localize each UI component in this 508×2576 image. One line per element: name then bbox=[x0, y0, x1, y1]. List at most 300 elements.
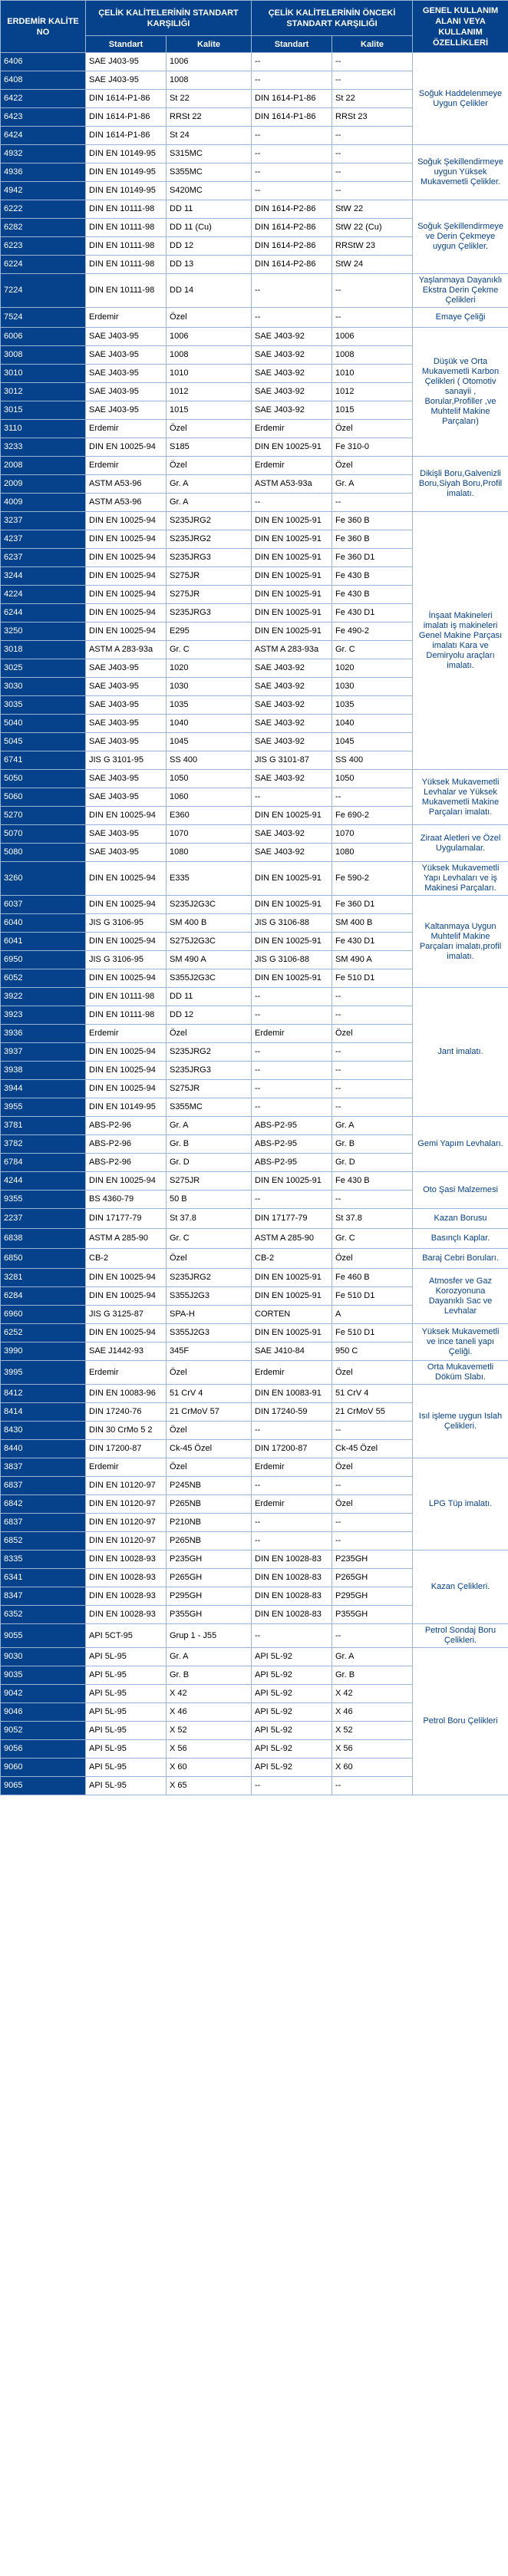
quality-cell: 345F bbox=[167, 1342, 252, 1361]
erdemir-code-cell: 4936 bbox=[1, 163, 86, 182]
erdemir-code-cell: 5070 bbox=[1, 825, 86, 844]
previous-standard-cell: JIS G 3106-88 bbox=[252, 951, 332, 969]
erdemir-code-cell: 6244 bbox=[1, 604, 86, 623]
usage-cell: Kazan Borusu bbox=[413, 1209, 508, 1229]
quality-cell: P235GH bbox=[167, 1551, 252, 1569]
previous-standard-cell: -- bbox=[252, 1777, 332, 1795]
erdemir-code-cell: 3244 bbox=[1, 567, 86, 586]
table-row bbox=[1, 988, 508, 1006]
previous-standard-cell: -- bbox=[252, 1043, 332, 1062]
quality-cell: DD 14 bbox=[167, 274, 252, 308]
erdemir-code-cell: 9035 bbox=[1, 1666, 86, 1685]
previous-standard-cell: DIN EN 10028-83 bbox=[252, 1606, 332, 1624]
usage-cell: Kaltanmaya Uygun Muhtelif Makine Parçaları imalatı,profil imalatı. bbox=[413, 896, 508, 988]
erdemir-code-cell: 6842 bbox=[1, 1495, 86, 1514]
previous-standard-cell: API 5L-92 bbox=[252, 1759, 332, 1777]
usage-cell: Dikişli Boru,Galvenizli Boru,Siyah Boru,Profil imalatı. bbox=[413, 457, 508, 512]
previous-quality-cell: Gr. D bbox=[332, 1154, 413, 1172]
standard-cell: DIN EN 10028-93 bbox=[86, 1606, 167, 1624]
previous-standard-cell: SAE J403-92 bbox=[252, 844, 332, 862]
usage-cell: Soğuk Haddelenmeye Uygun Çelikler bbox=[413, 53, 508, 145]
quality-cell: Özel bbox=[167, 1422, 252, 1440]
standard-cell: DIN EN 10028-93 bbox=[86, 1587, 167, 1606]
previous-standard-cell: SAE J403-92 bbox=[252, 328, 332, 346]
standard-cell: API 5L-95 bbox=[86, 1777, 167, 1795]
standard-cell: Erdemir bbox=[86, 308, 167, 328]
erdemir-code-cell: 5040 bbox=[1, 715, 86, 733]
previous-quality-cell: Fe 510 D1 bbox=[332, 969, 413, 988]
previous-quality-cell: Gr. B bbox=[332, 1135, 413, 1154]
quality-cell: Özel bbox=[167, 1361, 252, 1385]
previous-standard-cell: -- bbox=[252, 1191, 332, 1209]
table-row bbox=[1, 457, 508, 475]
erdemir-code-cell: 3782 bbox=[1, 1135, 86, 1154]
quality-cell: Gr. C bbox=[167, 641, 252, 659]
standard-cell: DIN EN 10111-98 bbox=[86, 274, 167, 308]
table-row bbox=[1, 1458, 508, 1477]
standard-cell: API 5L-95 bbox=[86, 1648, 167, 1666]
erdemir-code-cell: 3035 bbox=[1, 696, 86, 715]
previous-standard-cell: DIN 1614-P2-86 bbox=[252, 237, 332, 256]
previous-quality-cell: SM 490 A bbox=[332, 951, 413, 969]
header-erdemir-quality-no: ERDEMİR KALİTE NO bbox=[1, 1, 86, 53]
quality-cell: S420MC bbox=[167, 182, 252, 200]
erdemir-code-cell: 3990 bbox=[1, 1342, 86, 1361]
erdemir-code-cell: 8440 bbox=[1, 1440, 86, 1458]
previous-standard-cell: DIN EN 10025-91 bbox=[252, 530, 332, 549]
previous-quality-cell: Fe 360 B bbox=[332, 512, 413, 530]
previous-quality-cell: Gr. A bbox=[332, 1117, 413, 1135]
usage-cell: Basınçlı Kaplar. bbox=[413, 1229, 508, 1249]
erdemir-code-cell: 5060 bbox=[1, 788, 86, 807]
subheader-current-quality: Kalite bbox=[167, 36, 252, 53]
table-row bbox=[1, 53, 508, 71]
standard-cell: SAE J403-95 bbox=[86, 770, 167, 788]
quality-cell: 1012 bbox=[167, 383, 252, 401]
standard-cell: JIS G 3106-95 bbox=[86, 914, 167, 933]
table-row bbox=[1, 1172, 508, 1191]
erdemir-code-cell: 6282 bbox=[1, 219, 86, 237]
quality-cell: S355J2G3C bbox=[167, 969, 252, 988]
standard-cell: DIN EN 10025-94 bbox=[86, 438, 167, 457]
erdemir-code-cell: 4237 bbox=[1, 530, 86, 549]
erdemir-code-cell: 5045 bbox=[1, 733, 86, 751]
standard-cell: SAE J403-95 bbox=[86, 788, 167, 807]
quality-cell: S315MC bbox=[167, 145, 252, 163]
previous-standard-cell: SAE J403-92 bbox=[252, 696, 332, 715]
previous-standard-cell: DIN 17200-87 bbox=[252, 1440, 332, 1458]
erdemir-code-cell: 3922 bbox=[1, 988, 86, 1006]
usage-cell: Isıl işleme uygun Islah Çelikleri. bbox=[413, 1385, 508, 1458]
previous-standard-cell: DIN 1614-P2-86 bbox=[252, 256, 332, 274]
previous-standard-cell: DIN EN 10025-91 bbox=[252, 586, 332, 604]
previous-quality-cell: St 22 bbox=[332, 90, 413, 108]
standard-cell: DIN EN 10025-94 bbox=[86, 623, 167, 641]
previous-standard-cell: API 5L-92 bbox=[252, 1740, 332, 1759]
quality-cell: Gr. C bbox=[167, 1229, 252, 1249]
quality-cell: S275JR bbox=[167, 586, 252, 604]
previous-quality-cell: -- bbox=[332, 1477, 413, 1495]
standard-cell: API 5L-95 bbox=[86, 1685, 167, 1703]
previous-standard-cell: Erdemir bbox=[252, 457, 332, 475]
table-row bbox=[1, 328, 508, 346]
table-row bbox=[1, 1117, 508, 1135]
quality-cell: S235JRG2 bbox=[167, 512, 252, 530]
previous-standard-cell: SAE J403-92 bbox=[252, 401, 332, 420]
erdemir-code-cell: 4009 bbox=[1, 494, 86, 512]
previous-quality-cell: -- bbox=[332, 1043, 413, 1062]
previous-quality-cell: -- bbox=[332, 1422, 413, 1440]
previous-quality-cell: Özel bbox=[332, 1458, 413, 1477]
erdemir-code-cell: 3008 bbox=[1, 346, 86, 365]
quality-cell: 1015 bbox=[167, 401, 252, 420]
usage-cell: Orta Mukavemetli Döküm Slabı. bbox=[413, 1361, 508, 1385]
standard-cell: Erdemir bbox=[86, 1025, 167, 1043]
erdemir-code-cell: 4244 bbox=[1, 1172, 86, 1191]
quality-cell: P265NB bbox=[167, 1495, 252, 1514]
table-row bbox=[1, 1551, 508, 1569]
standard-cell: DIN EN 10025-94 bbox=[86, 567, 167, 586]
usage-cell: Baraj Cebri Boruları. bbox=[413, 1249, 508, 1269]
standard-cell: SAE J403-95 bbox=[86, 53, 167, 71]
previous-quality-cell: -- bbox=[332, 163, 413, 182]
erdemir-code-cell: 6341 bbox=[1, 1569, 86, 1587]
previous-standard-cell: DIN EN 10025-91 bbox=[252, 862, 332, 896]
previous-standard-cell: ASTM A53-93a bbox=[252, 475, 332, 494]
standard-cell: DIN 17200-87 bbox=[86, 1440, 167, 1458]
erdemir-code-cell: 3281 bbox=[1, 1269, 86, 1287]
previous-standard-cell: DIN EN 10025-91 bbox=[252, 438, 332, 457]
previous-quality-cell: 950 C bbox=[332, 1342, 413, 1361]
erdemir-code-cell: 9042 bbox=[1, 1685, 86, 1703]
quality-cell: X 52 bbox=[167, 1722, 252, 1740]
erdemir-code-cell: 6423 bbox=[1, 108, 86, 127]
previous-standard-cell: Erdemir bbox=[252, 1458, 332, 1477]
quality-cell: Gr. A bbox=[167, 1648, 252, 1666]
quality-cell: X 65 bbox=[167, 1777, 252, 1795]
previous-standard-cell: DIN EN 10025-91 bbox=[252, 567, 332, 586]
erdemir-code-cell: 3012 bbox=[1, 383, 86, 401]
table-row bbox=[1, 1648, 508, 1666]
previous-quality-cell: Fe 360 D1 bbox=[332, 549, 413, 567]
table-row bbox=[1, 1624, 508, 1648]
erdemir-code-cell: 6052 bbox=[1, 969, 86, 988]
usage-cell: Petrol Boru Çelikleri bbox=[413, 1648, 508, 1795]
previous-quality-cell: Gr. C bbox=[332, 1229, 413, 1249]
standard-cell: ASTM A 285-90 bbox=[86, 1229, 167, 1249]
previous-standard-cell: -- bbox=[252, 145, 332, 163]
previous-quality-cell: Özel bbox=[332, 420, 413, 438]
quality-cell: 1010 bbox=[167, 365, 252, 383]
previous-quality-cell: 1045 bbox=[332, 733, 413, 751]
standard-cell: ABS-P2-96 bbox=[86, 1117, 167, 1135]
previous-standard-cell: SAE J410-84 bbox=[252, 1342, 332, 1361]
erdemir-code-cell: 9046 bbox=[1, 1703, 86, 1722]
previous-quality-cell: 1030 bbox=[332, 678, 413, 696]
previous-quality-cell: X 46 bbox=[332, 1703, 413, 1722]
erdemir-code-cell: 6960 bbox=[1, 1306, 86, 1324]
standard-cell: DIN EN 10149-95 bbox=[86, 163, 167, 182]
erdemir-code-cell: 6222 bbox=[1, 200, 86, 219]
quality-cell: Ck-45 Özel bbox=[167, 1440, 252, 1458]
previous-standard-cell: Erdemir bbox=[252, 1361, 332, 1385]
quality-cell: 1008 bbox=[167, 71, 252, 90]
usage-cell: Emaye Çeliği bbox=[413, 308, 508, 328]
erdemir-code-cell: 6040 bbox=[1, 914, 86, 933]
previous-standard-cell: CB-2 bbox=[252, 1249, 332, 1269]
standard-cell: DIN 17240-76 bbox=[86, 1403, 167, 1422]
previous-standard-cell: DIN EN 10025-91 bbox=[252, 1172, 332, 1191]
previous-quality-cell: Fe 430 B bbox=[332, 586, 413, 604]
table-row bbox=[1, 1385, 508, 1403]
quality-cell: X 42 bbox=[167, 1685, 252, 1703]
standard-cell: DIN EN 10028-93 bbox=[86, 1569, 167, 1587]
erdemir-code-cell: 6237 bbox=[1, 549, 86, 567]
erdemir-code-cell: 3923 bbox=[1, 1006, 86, 1025]
previous-standard-cell: DIN EN 10028-83 bbox=[252, 1551, 332, 1569]
quality-cell: Gr. A bbox=[167, 494, 252, 512]
quality-cell: S235J2G3C bbox=[167, 896, 252, 914]
standard-cell: SAE J403-95 bbox=[86, 844, 167, 862]
previous-standard-cell: API 5L-92 bbox=[252, 1703, 332, 1722]
quality-cell: E295 bbox=[167, 623, 252, 641]
previous-quality-cell: 1015 bbox=[332, 401, 413, 420]
quality-cell: DD 12 bbox=[167, 1006, 252, 1025]
table-row bbox=[1, 862, 508, 896]
erdemir-code-cell: 6837 bbox=[1, 1477, 86, 1495]
erdemir-code-cell: 9355 bbox=[1, 1191, 86, 1209]
quality-cell: SS 400 bbox=[167, 751, 252, 770]
erdemir-code-cell: 7524 bbox=[1, 308, 86, 328]
previous-standard-cell: DIN EN 10083-91 bbox=[252, 1385, 332, 1403]
standard-cell: ASTM A 283-93a bbox=[86, 641, 167, 659]
previous-standard-cell: DIN 1614-P2-86 bbox=[252, 200, 332, 219]
previous-standard-cell: ASTM A 283-93a bbox=[252, 641, 332, 659]
previous-quality-cell: -- bbox=[332, 53, 413, 71]
previous-standard-cell: -- bbox=[252, 1006, 332, 1025]
erdemir-code-cell: 9065 bbox=[1, 1777, 86, 1795]
previous-standard-cell: DIN 17177-79 bbox=[252, 1209, 332, 1229]
quality-cell: S355MC bbox=[167, 163, 252, 182]
standard-cell: DIN EN 10111-98 bbox=[86, 256, 167, 274]
erdemir-code-cell: 4224 bbox=[1, 586, 86, 604]
standard-cell: SAE J403-95 bbox=[86, 696, 167, 715]
previous-quality-cell: -- bbox=[332, 1080, 413, 1098]
table-row bbox=[1, 896, 508, 914]
quality-cell: S235JRG3 bbox=[167, 604, 252, 623]
quality-cell: Özel bbox=[167, 1249, 252, 1269]
standard-cell: API 5L-95 bbox=[86, 1722, 167, 1740]
previous-quality-cell: -- bbox=[332, 1191, 413, 1209]
standard-cell: DIN EN 10111-98 bbox=[86, 988, 167, 1006]
previous-quality-cell: 1006 bbox=[332, 328, 413, 346]
quality-cell: 1050 bbox=[167, 770, 252, 788]
standard-cell: DIN EN 10083-96 bbox=[86, 1385, 167, 1403]
quality-cell: Gr. B bbox=[167, 1135, 252, 1154]
table-row bbox=[1, 825, 508, 844]
previous-standard-cell: -- bbox=[252, 788, 332, 807]
erdemir-code-cell: 3110 bbox=[1, 420, 86, 438]
quality-cell: P265NB bbox=[167, 1532, 252, 1551]
previous-standard-cell: ABS-P2-95 bbox=[252, 1154, 332, 1172]
usage-cell: Jant imalatı. bbox=[413, 988, 508, 1117]
standard-cell: DIN EN 10025-94 bbox=[86, 969, 167, 988]
previous-standard-cell: SAE J403-92 bbox=[252, 383, 332, 401]
quality-cell: DD 13 bbox=[167, 256, 252, 274]
previous-standard-cell: JIS G 3101-87 bbox=[252, 751, 332, 770]
standard-cell: DIN 1614-P1-86 bbox=[86, 90, 167, 108]
usage-cell: Yaşlanmaya Dayanıklı Ekstra Derin Çekme Çelikleri bbox=[413, 274, 508, 308]
erdemir-code-cell: 9030 bbox=[1, 1648, 86, 1666]
standard-cell: DIN EN 10120-97 bbox=[86, 1514, 167, 1532]
quality-cell: DD 11 bbox=[167, 988, 252, 1006]
quality-cell: S355J2G3 bbox=[167, 1287, 252, 1306]
usage-cell: Atmosfer ve Gaz Korozyonuna Dayanıklı Sac ve Levhalar bbox=[413, 1269, 508, 1324]
standard-cell: Erdemir bbox=[86, 1361, 167, 1385]
standard-cell: CB-2 bbox=[86, 1249, 167, 1269]
usage-cell: Ziraat Aletleri ve Özel Uygulamalar. bbox=[413, 825, 508, 862]
previous-quality-cell: Fe 460 B bbox=[332, 1269, 413, 1287]
previous-quality-cell: P265GH bbox=[332, 1569, 413, 1587]
table-row bbox=[1, 308, 508, 328]
previous-standard-cell: -- bbox=[252, 308, 332, 328]
quality-cell: Özel bbox=[167, 1025, 252, 1043]
erdemir-code-cell: 6224 bbox=[1, 256, 86, 274]
erdemir-code-cell: 6838 bbox=[1, 1229, 86, 1249]
previous-quality-cell: -- bbox=[332, 71, 413, 90]
erdemir-code-cell: 3025 bbox=[1, 659, 86, 678]
standard-cell: DIN EN 10149-95 bbox=[86, 182, 167, 200]
standard-cell: Erdemir bbox=[86, 420, 167, 438]
standard-cell: DIN 1614-P1-86 bbox=[86, 127, 167, 145]
standard-cell: ASTM A53-96 bbox=[86, 494, 167, 512]
previous-standard-cell: DIN EN 10025-91 bbox=[252, 896, 332, 914]
previous-quality-cell: 1035 bbox=[332, 696, 413, 715]
quality-cell: 1030 bbox=[167, 678, 252, 696]
quality-cell: St 37.8 bbox=[167, 1209, 252, 1229]
previous-standard-cell: -- bbox=[252, 1624, 332, 1648]
previous-standard-cell: -- bbox=[252, 274, 332, 308]
erdemir-code-cell: 3937 bbox=[1, 1043, 86, 1062]
previous-quality-cell: Fe 360 D1 bbox=[332, 896, 413, 914]
previous-quality-cell: 1070 bbox=[332, 825, 413, 844]
quality-cell: S275JR bbox=[167, 1080, 252, 1098]
previous-quality-cell: 21 CrMoV 55 bbox=[332, 1403, 413, 1422]
previous-standard-cell: -- bbox=[252, 163, 332, 182]
previous-standard-cell: DIN EN 10025-91 bbox=[252, 807, 332, 825]
standard-cell: SAE J403-95 bbox=[86, 733, 167, 751]
previous-quality-cell: 1080 bbox=[332, 844, 413, 862]
previous-standard-cell: DIN EN 10028-83 bbox=[252, 1569, 332, 1587]
previous-quality-cell: St 37.8 bbox=[332, 1209, 413, 1229]
erdemir-code-cell: 6424 bbox=[1, 127, 86, 145]
standard-cell: API 5CT-95 bbox=[86, 1624, 167, 1648]
table-row bbox=[1, 1229, 508, 1249]
erdemir-code-cell: 6422 bbox=[1, 90, 86, 108]
erdemir-code-cell: 3995 bbox=[1, 1361, 86, 1385]
previous-standard-cell: SAE J403-92 bbox=[252, 365, 332, 383]
usage-cell: Düşük ve Orta Mukavemetli Karbon Çelikleri ( Otomotiv sanayii , Borular,Profiller ,ve Muhtelif Makine Parçaları) bbox=[413, 328, 508, 457]
quality-cell: P265GH bbox=[167, 1569, 252, 1587]
header-general-usage: GENEL KULLANIM ALANI VEYA KULLANIM ÖZELLİKLERİ bbox=[413, 1, 508, 53]
previous-quality-cell: P235GH bbox=[332, 1551, 413, 1569]
quality-cell: RRSt 22 bbox=[167, 108, 252, 127]
standard-cell: DIN EN 10025-94 bbox=[86, 1172, 167, 1191]
quality-cell: S235JRG2 bbox=[167, 530, 252, 549]
erdemir-code-cell: 6837 bbox=[1, 1514, 86, 1532]
previous-standard-cell: DIN 17240-59 bbox=[252, 1403, 332, 1422]
previous-quality-cell: -- bbox=[332, 127, 413, 145]
erdemir-code-cell: 5270 bbox=[1, 807, 86, 825]
previous-quality-cell: Fe 510 D1 bbox=[332, 1287, 413, 1306]
quality-cell: P245NB bbox=[167, 1477, 252, 1495]
standard-cell: DIN EN 10025-94 bbox=[86, 1062, 167, 1080]
standard-cell: DIN 1614-P1-86 bbox=[86, 108, 167, 127]
quality-cell: DD 11 (Cu) bbox=[167, 219, 252, 237]
previous-quality-cell: Özel bbox=[332, 1361, 413, 1385]
erdemir-code-cell: 6041 bbox=[1, 933, 86, 951]
erdemir-code-cell: 3938 bbox=[1, 1062, 86, 1080]
erdemir-code-cell: 6408 bbox=[1, 71, 86, 90]
quality-cell: SM 400 B bbox=[167, 914, 252, 933]
quality-cell: 1080 bbox=[167, 844, 252, 862]
quality-cell: 1020 bbox=[167, 659, 252, 678]
previous-quality-cell: 51 CrV 4 bbox=[332, 1385, 413, 1403]
standard-cell: DIN EN 10025-94 bbox=[86, 586, 167, 604]
previous-standard-cell: -- bbox=[252, 182, 332, 200]
previous-quality-cell: StW 24 bbox=[332, 256, 413, 274]
previous-standard-cell: -- bbox=[252, 1422, 332, 1440]
standard-cell: DIN EN 10025-94 bbox=[86, 1043, 167, 1062]
previous-standard-cell: SAE J403-92 bbox=[252, 715, 332, 733]
previous-standard-cell: -- bbox=[252, 1477, 332, 1495]
quality-cell: 1070 bbox=[167, 825, 252, 844]
quality-cell: 21 CrMoV 57 bbox=[167, 1403, 252, 1422]
quality-cell: 1006 bbox=[167, 53, 252, 71]
previous-standard-cell: SAE J403-92 bbox=[252, 825, 332, 844]
quality-cell: E335 bbox=[167, 862, 252, 896]
previous-quality-cell: -- bbox=[332, 1098, 413, 1117]
previous-quality-cell: 1020 bbox=[332, 659, 413, 678]
previous-quality-cell: X 42 bbox=[332, 1685, 413, 1703]
previous-standard-cell: SAE J403-92 bbox=[252, 733, 332, 751]
previous-quality-cell: -- bbox=[332, 274, 413, 308]
subheader-previous-quality: Kalite bbox=[332, 36, 413, 53]
table-row bbox=[1, 1324, 508, 1342]
erdemir-code-cell: 6850 bbox=[1, 1249, 86, 1269]
previous-quality-cell: Fe 430 B bbox=[332, 1172, 413, 1191]
previous-standard-cell: Erdemir bbox=[252, 1025, 332, 1043]
standard-cell: DIN EN 10025-94 bbox=[86, 896, 167, 914]
standard-cell: DIN EN 10025-94 bbox=[86, 1269, 167, 1287]
quality-cell: Özel bbox=[167, 1458, 252, 1477]
standard-cell: API 5L-95 bbox=[86, 1703, 167, 1722]
erdemir-code-cell: 3781 bbox=[1, 1117, 86, 1135]
quality-cell: X 56 bbox=[167, 1740, 252, 1759]
standard-cell: SAE J1442-93 bbox=[86, 1342, 167, 1361]
standard-cell: DIN EN 10120-97 bbox=[86, 1477, 167, 1495]
standard-cell: DIN EN 10025-94 bbox=[86, 1080, 167, 1098]
previous-quality-cell: Fe 310-0 bbox=[332, 438, 413, 457]
previous-quality-cell: -- bbox=[332, 788, 413, 807]
erdemir-code-cell: 6006 bbox=[1, 328, 86, 346]
previous-standard-cell: DIN EN 10025-91 bbox=[252, 623, 332, 641]
previous-quality-cell: RRStW 23 bbox=[332, 237, 413, 256]
quality-cell: Grup 1 - J55 bbox=[167, 1624, 252, 1648]
usage-cell: Yüksek Mukavemetli Yapı Levhaları ve iş Makinesi Parçaları. bbox=[413, 862, 508, 896]
erdemir-code-cell: 5050 bbox=[1, 770, 86, 788]
quality-cell: X 60 bbox=[167, 1759, 252, 1777]
